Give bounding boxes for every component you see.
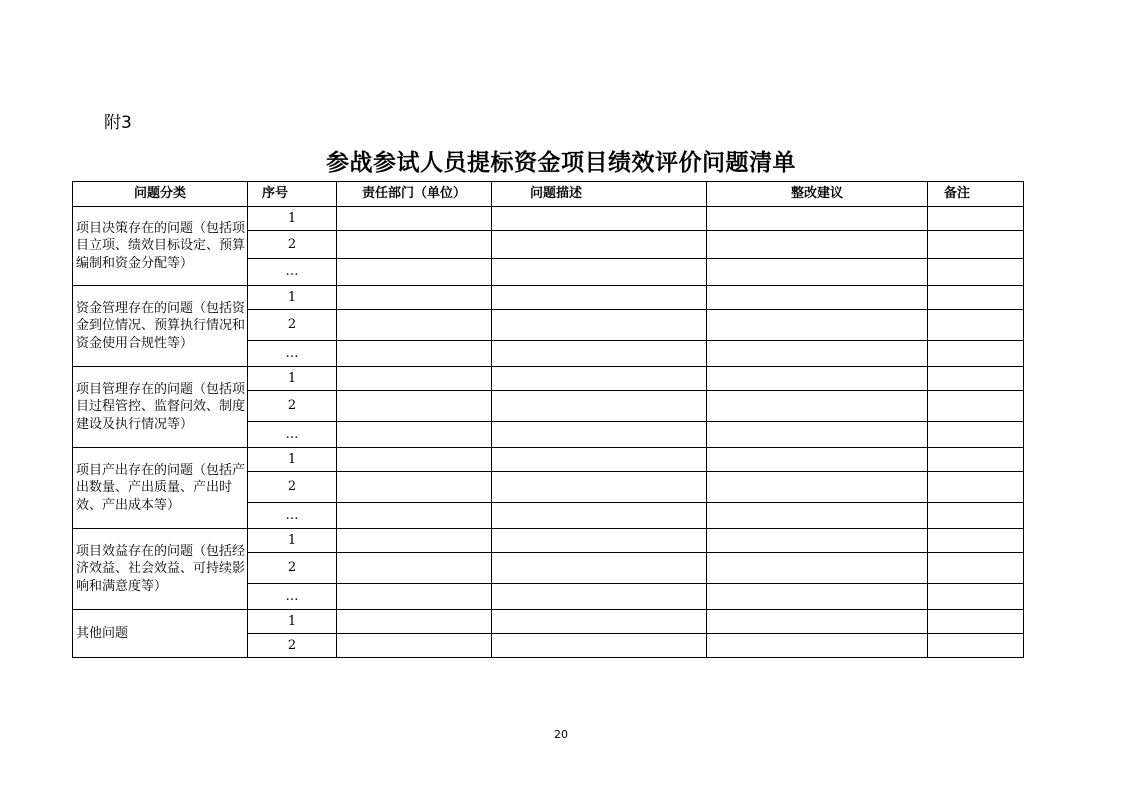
remark-cell[interactable] bbox=[928, 448, 1024, 472]
header-seq: 序号 bbox=[248, 182, 337, 207]
department-cell[interactable] bbox=[337, 610, 492, 634]
department-cell[interactable] bbox=[337, 584, 492, 610]
category-cell: 其他问题 bbox=[73, 610, 248, 658]
table-header-row bbox=[73, 182, 1024, 207]
remark-cell[interactable] bbox=[928, 367, 1024, 391]
description-cell[interactable] bbox=[492, 207, 707, 231]
suggestion-cell[interactable] bbox=[707, 286, 928, 310]
suggestion-cell[interactable] bbox=[707, 207, 928, 231]
seq-cell: … bbox=[248, 422, 337, 448]
description-cell[interactable] bbox=[492, 286, 707, 310]
seq-cell: … bbox=[248, 584, 337, 610]
page-number: 20 bbox=[554, 728, 568, 741]
seq-cell: 2 bbox=[248, 553, 337, 584]
issue-list-table bbox=[72, 181, 1024, 658]
suggestion-cell[interactable] bbox=[707, 634, 928, 658]
description-cell[interactable] bbox=[492, 341, 707, 367]
department-cell[interactable] bbox=[337, 207, 492, 231]
remark-cell[interactable] bbox=[928, 610, 1024, 634]
description-cell[interactable] bbox=[492, 610, 707, 634]
description-cell[interactable] bbox=[492, 231, 707, 259]
department-cell[interactable] bbox=[337, 367, 492, 391]
header-department: 责任部门（单位） bbox=[337, 182, 492, 207]
suggestion-cell[interactable] bbox=[707, 584, 928, 610]
remark-cell[interactable] bbox=[928, 584, 1024, 610]
description-cell[interactable] bbox=[492, 448, 707, 472]
remark-cell[interactable] bbox=[928, 310, 1024, 341]
suggestion-cell[interactable] bbox=[707, 553, 928, 584]
remark-cell[interactable] bbox=[928, 391, 1024, 422]
remark-cell[interactable] bbox=[928, 503, 1024, 529]
description-cell[interactable] bbox=[492, 634, 707, 658]
seq-cell: 1 bbox=[248, 529, 337, 553]
table-row bbox=[73, 367, 1024, 391]
seq-cell: 2 bbox=[248, 310, 337, 341]
suggestion-cell[interactable] bbox=[707, 341, 928, 367]
suggestion-cell[interactable] bbox=[707, 448, 928, 472]
header-remark: 备注 bbox=[928, 182, 1024, 207]
annex-label: 附3 bbox=[104, 113, 132, 133]
remark-cell[interactable] bbox=[928, 422, 1024, 448]
remark-cell[interactable] bbox=[928, 231, 1024, 259]
suggestion-cell[interactable] bbox=[707, 367, 928, 391]
description-cell[interactable] bbox=[492, 259, 707, 286]
seq-cell: 1 bbox=[248, 448, 337, 472]
department-cell[interactable] bbox=[337, 529, 492, 553]
seq-cell: … bbox=[248, 259, 337, 286]
remark-cell[interactable] bbox=[928, 553, 1024, 584]
remark-cell[interactable] bbox=[928, 472, 1024, 503]
seq-cell: 1 bbox=[248, 286, 337, 310]
description-cell[interactable] bbox=[492, 553, 707, 584]
department-cell[interactable] bbox=[337, 472, 492, 503]
description-cell[interactable] bbox=[492, 503, 707, 529]
description-cell[interactable] bbox=[492, 529, 707, 553]
seq-cell: 1 bbox=[248, 367, 337, 391]
suggestion-cell[interactable] bbox=[707, 391, 928, 422]
header-category: 问题分类 bbox=[73, 182, 248, 207]
seq-cell: 2 bbox=[248, 391, 337, 422]
department-cell[interactable] bbox=[337, 634, 492, 658]
category-cell: 项目产出存在的问题（包括产出数量、产出质量、产出时效、产出成本等） bbox=[73, 448, 248, 529]
suggestion-cell[interactable] bbox=[707, 422, 928, 448]
category-cell: 项目效益存在的问题（包括经济效益、社会效益、可持续影响和满意度等） bbox=[73, 529, 248, 610]
remark-cell[interactable] bbox=[928, 207, 1024, 231]
category-cell: 项目管理存在的问题（包括项目过程管控、监督问效、制度建设及执行情况等） bbox=[73, 367, 248, 448]
category-cell: 项目决策存在的问题（包括项目立项、绩效目标设定、预算编制和资金分配等） bbox=[73, 207, 248, 286]
description-cell[interactable] bbox=[492, 367, 707, 391]
department-cell[interactable] bbox=[337, 448, 492, 472]
suggestion-cell[interactable] bbox=[707, 610, 928, 634]
suggestion-cell[interactable] bbox=[707, 503, 928, 529]
seq-cell: 1 bbox=[248, 207, 337, 231]
category-cell: 资金管理存在的问题（包括资金到位情况、预算执行情况和资金使用合规性等） bbox=[73, 286, 248, 367]
description-cell[interactable] bbox=[492, 310, 707, 341]
department-cell[interactable] bbox=[337, 553, 492, 584]
description-cell[interactable] bbox=[492, 584, 707, 610]
department-cell[interactable] bbox=[337, 286, 492, 310]
department-cell[interactable] bbox=[337, 231, 492, 259]
table-row bbox=[73, 286, 1024, 310]
suggestion-cell[interactable] bbox=[707, 529, 928, 553]
suggestion-cell[interactable] bbox=[707, 310, 928, 341]
remark-cell[interactable] bbox=[928, 259, 1024, 286]
department-cell[interactable] bbox=[337, 259, 492, 286]
seq-cell: 2 bbox=[248, 472, 337, 503]
suggestion-cell[interactable] bbox=[707, 259, 928, 286]
table-row bbox=[73, 610, 1024, 634]
remark-cell[interactable] bbox=[928, 529, 1024, 553]
description-cell[interactable] bbox=[492, 422, 707, 448]
seq-cell: 2 bbox=[248, 634, 337, 658]
description-cell[interactable] bbox=[492, 391, 707, 422]
department-cell[interactable] bbox=[337, 422, 492, 448]
document-title: 参战参试人员提标资金项目绩效评价问题清单 bbox=[326, 149, 796, 176]
department-cell[interactable] bbox=[337, 503, 492, 529]
remark-cell[interactable] bbox=[928, 286, 1024, 310]
table-row bbox=[73, 529, 1024, 553]
suggestion-cell[interactable] bbox=[707, 472, 928, 503]
suggestion-cell[interactable] bbox=[707, 231, 928, 259]
department-cell[interactable] bbox=[337, 391, 492, 422]
description-cell[interactable] bbox=[492, 472, 707, 503]
seq-cell: … bbox=[248, 503, 337, 529]
seq-cell: 1 bbox=[248, 610, 337, 634]
department-cell[interactable] bbox=[337, 341, 492, 367]
header-suggestion: 整改建议 bbox=[707, 182, 928, 207]
seq-cell: 2 bbox=[248, 231, 337, 259]
table-row bbox=[73, 207, 1024, 231]
remark-cell[interactable] bbox=[928, 341, 1024, 367]
table-row bbox=[73, 448, 1024, 472]
seq-cell: … bbox=[248, 341, 337, 367]
department-cell[interactable] bbox=[337, 310, 492, 341]
remark-cell[interactable] bbox=[928, 634, 1024, 658]
header-description: 问题描述 bbox=[492, 182, 707, 207]
